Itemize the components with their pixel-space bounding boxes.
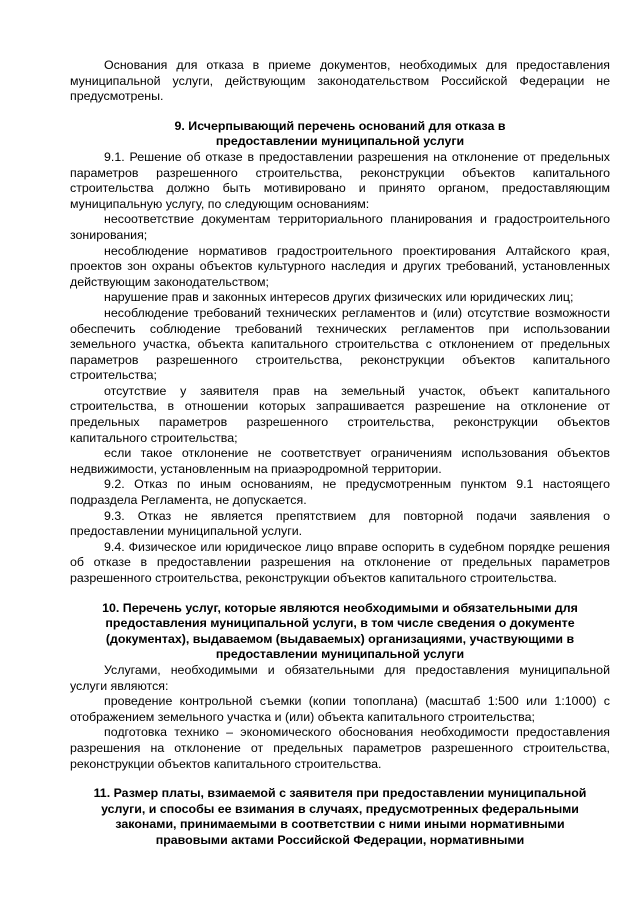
section-9-item-4: несоблюдение требований технических регламентов и (или) отсутствие возможности обеспечить соблюдение требований технических регламентов при использовании земельного участка, объекта капитального строительства с отклонением от предельных параметров разрешенного строительства, реконструкции объектов капитального строительства; — [70, 305, 610, 383]
section-11-title: 11. Размер платы, взимаемой с заявителя при предоставлении муниципальной услуги, и способы ее взимания в случаях, предусмотренных федеральными законами, принимаемыми в соответствии с ними иными нормативными правовыми актами Российской Федерации, нормативными — [93, 786, 587, 847]
section-9-item-6: если такое отклонение не соответствует ограничениям использования объектов недвижимости, установленным на приаэродромной территории. — [70, 446, 610, 476]
section-9-item-5: отсутствие у заявителя прав на земельный участок, объект капитального строительства, в отношении которых запрашивается разрешение на отклонение от предельных параметров разрешенного строительства, реконструкции объектов капитального строительства; — [70, 383, 610, 445]
document-page — [70, 58, 610, 849]
section-9-p4: 9.4. Физическое или юридическое лицо вправе оспорить в судебном порядке решения об отказе в предоставлении разрешения на отклонение от предельных параметров разрешенного строительства, реконструкции объектов капитального строительства. — [70, 539, 610, 585]
section-9-p3: 9.3. Отказ не является препятствием для повторной подачи заявления о предоставлении муниципальной услуги. — [70, 508, 610, 539]
section-9-title: 9. Исчерпывающий перечень оснований для отказа в предоставлении муниципальной услуги — [174, 118, 506, 149]
section-9-item-2: несоблюдение нормативов градостроительного проектирования Алтайского края, проектов зон охраны объектов культурного наследия и других требований, установленных действующим законодательством; — [70, 243, 610, 289]
section-10-item-1: проведение контрольной съемки (копии топоплана) (масштаб 1:500 или 1:1000) с отображением земельного участка и (или) объекта капитального строительства; — [70, 694, 610, 724]
section-9-item-3: нарушение прав и законных интересов других физических или юридических лиц; — [104, 290, 574, 305]
section-10-p1: Услугами, необходимыми и обязательными для предоставления муниципальной услуги являются: — [70, 662, 610, 693]
intro-paragraph: Основания для отказа в приеме документов, необходимых для предоставления муниципальной услуги, действующим законодательством Российской Федерации не предусмотрены. — [70, 58, 610, 104]
section-9-item-1: несоответствие документам территориального планирования и градостроительного зонирования; — [70, 212, 610, 242]
section-10-title: 10. Перечень услуг, которые являются необходимыми и обязательными для предоставления муниципальной услуги, в том числе сведения о документе (документах), выдаваемом (выдаваемых) организациями, участвующими в предоставлении муниципальной услуги — [102, 600, 578, 662]
section-10-item-2: подготовка технико – экономического обоснования необходимости предоставления разрешения на отклонение от предельных параметров разрешенного строительства, реконструкции объектов капитального строительства. — [70, 725, 610, 771]
section-9-p2: 9.2. Отказ по иным основаниям, не предусмотренным пунктом 9.1 настоящего подраздела Регламента, не допускается. — [70, 477, 610, 508]
section-9-p1: 9.1. Решение об отказе в предоставлении разрешения на отклонение от предельных параметров разрешенного строительства, реконструкции объектов капитального строительства должно быть мотивировано и принято органом, предоставляющим муниципальную услугу, по следующим основаниям: — [70, 149, 610, 211]
